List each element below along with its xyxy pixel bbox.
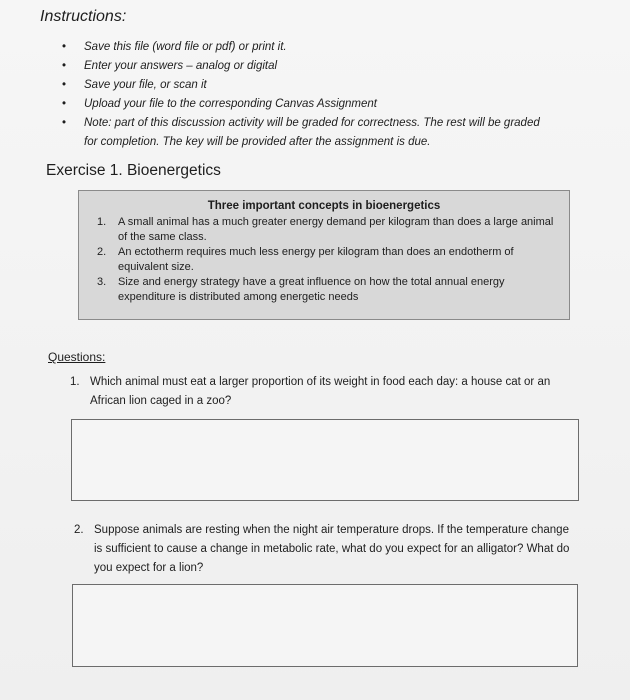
- concepts-box: [78, 190, 570, 320]
- questions-heading: Questions:: [48, 350, 106, 364]
- bullet-icon: •: [62, 41, 67, 53]
- concepts-title: Three important concepts in bioenergetics: [207, 200, 441, 212]
- instruction-item: • Upload your file to the corresponding Canvas Assignment: [62, 95, 542, 114]
- instruction-item: • Save this file (word file or pdf) or print it.: [62, 38, 542, 57]
- bullet-icon: •: [62, 117, 67, 129]
- answer-box-1[interactable]: [71, 419, 579, 501]
- instruction-item: • Enter your answers – analog or digital: [62, 57, 542, 76]
- question-2: 2. Suppose animals are resting when the night air temperature drops. If the temperature change is sufficient to cause a change in metabolic rate, what do you expect for an alligator? What do you expect for a lion?: [74, 524, 570, 574]
- bullet-icon: •: [62, 60, 67, 72]
- bullet-icon: •: [62, 98, 67, 110]
- instruction-item: • Save your file, or scan it: [62, 76, 542, 95]
- instructions-heading: Instructions:: [40, 8, 127, 25]
- concepts-list: [97, 215, 563, 305]
- answer-box-2[interactable]: [72, 584, 578, 667]
- bullet-icon: •: [62, 79, 67, 91]
- concept-item: 1. A small animal has a much greater energy demand per kilogram than does a large animal of the same class.: [97, 216, 554, 243]
- instruction-item: • Note: part of this discussion activity will be graded for correctness. The rest will be graded for completion. The key will be provided after the assignment is due.: [62, 114, 542, 152]
- exercise-heading: Exercise 1. Bioenergetics: [46, 162, 221, 179]
- instructions-list: [62, 38, 542, 152]
- concept-item: 3. Size and energy strategy have a great influence on how the total annual energy expenditure is distributed among energetic needs: [97, 276, 505, 303]
- concept-item: 2. An ectotherm requires much less energy per kilogram than does an endotherm of equivalent size.: [97, 246, 514, 273]
- question-1: 1. Which animal must eat a larger proportion of its weight in food each day: a house cat or an African lion caged in a zoo?: [70, 376, 551, 407]
